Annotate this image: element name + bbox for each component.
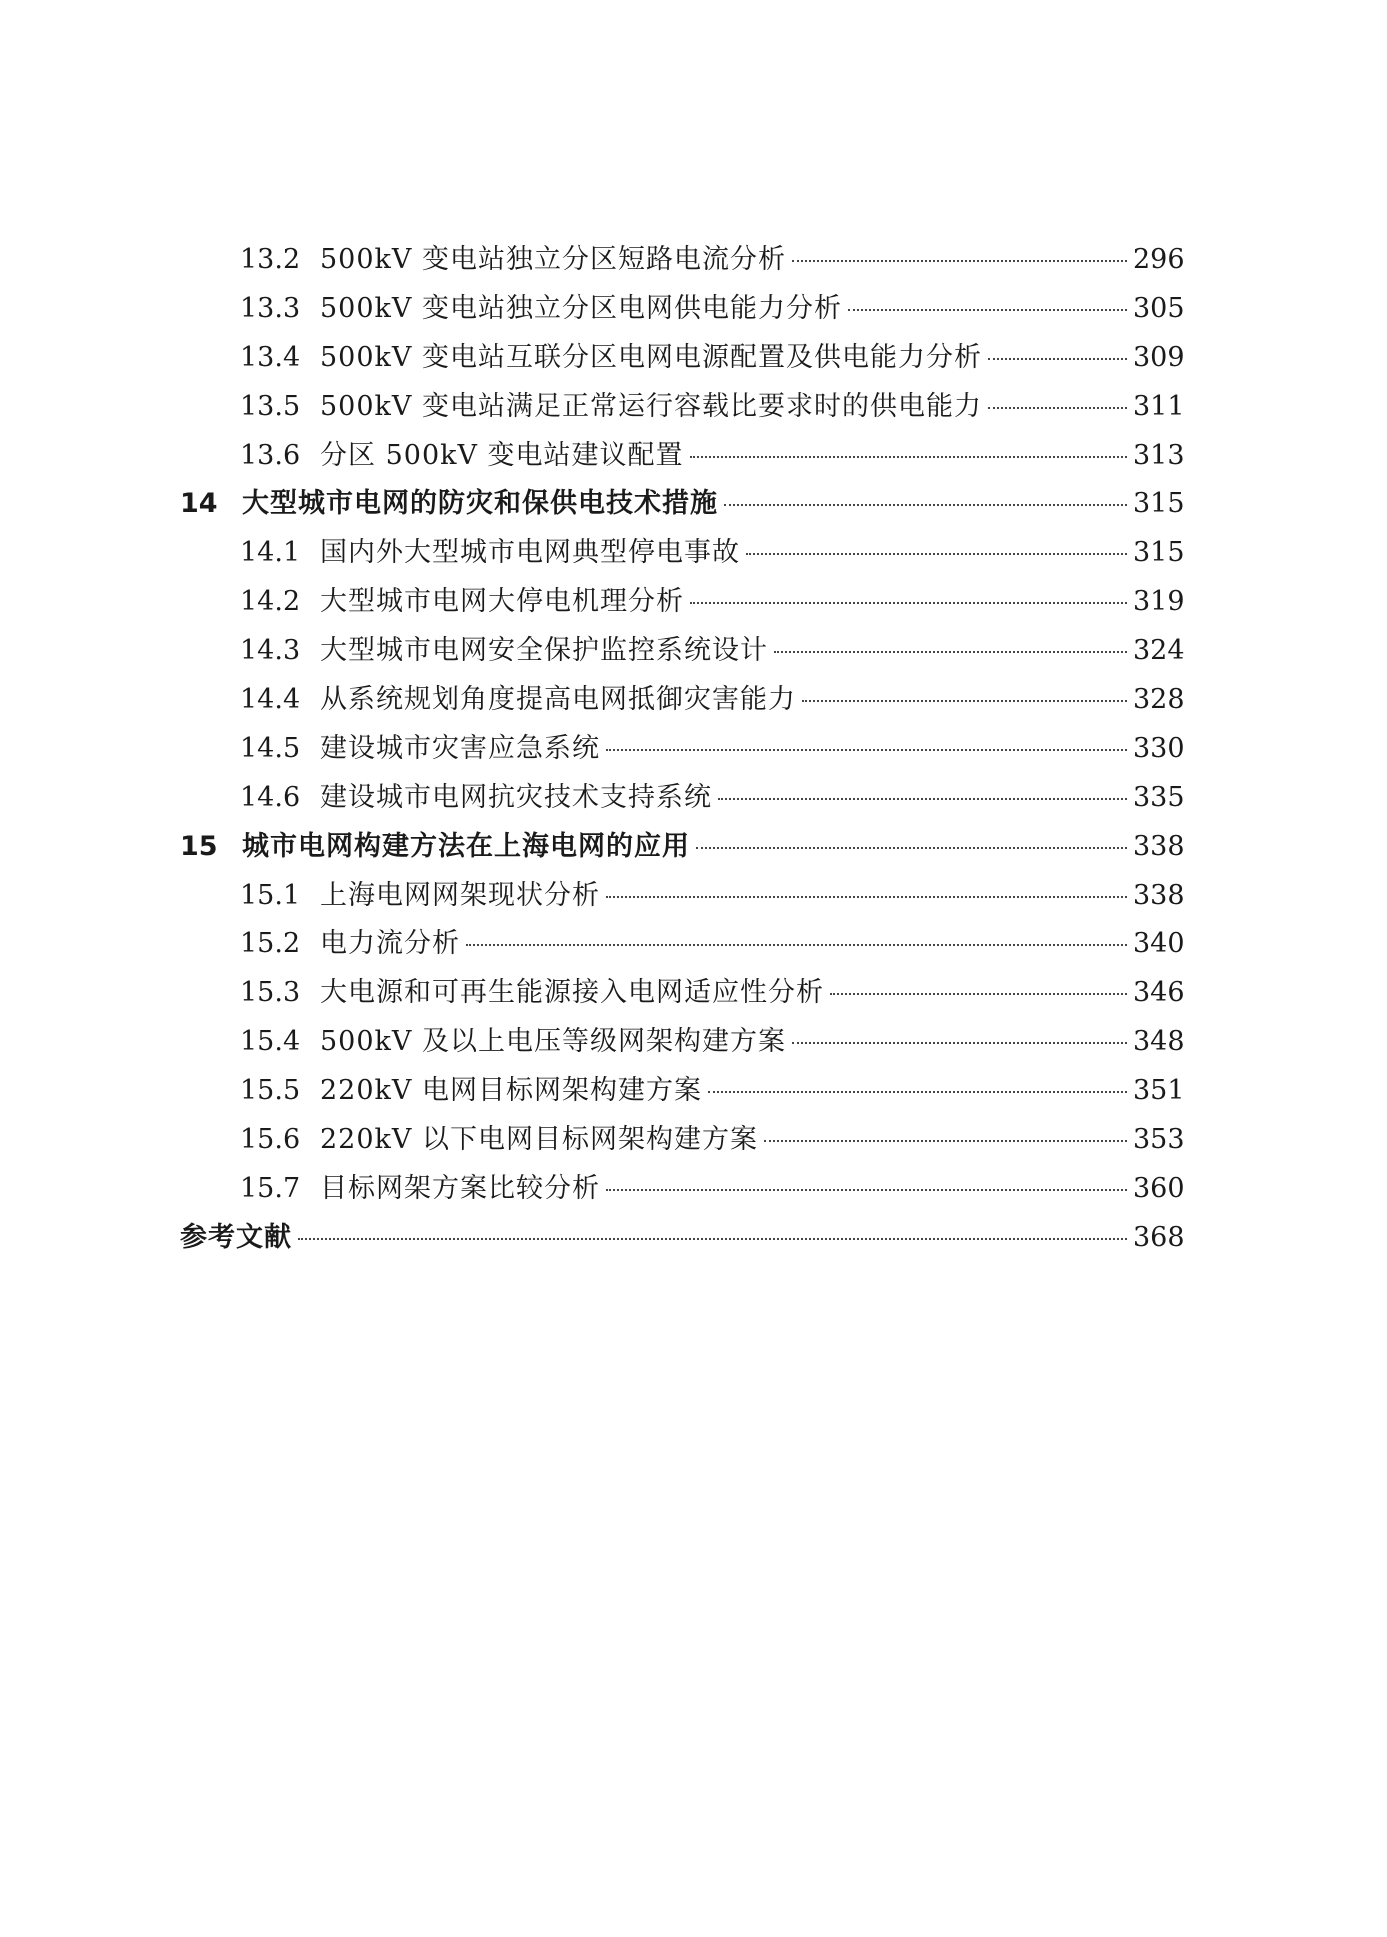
- dot-leader: [746, 552, 1127, 555]
- toc-entry-page-number: 296: [1133, 244, 1185, 275]
- toc-entry-title: 500kV 变电站独立分区短路电流分析: [320, 244, 786, 275]
- dot-leader: [718, 797, 1127, 800]
- toc-entry-number: 15.5: [240, 1075, 301, 1107]
- toc-section-entry: [180, 920, 1185, 969]
- toc-section-entry: [180, 676, 1185, 725]
- toc-section-entry: [180, 236, 1185, 285]
- dot-leader: [696, 846, 1127, 849]
- dot-leader: [830, 992, 1127, 995]
- toc-entry-number: 14: [180, 488, 218, 520]
- toc-entry-title: 分区 500kV 变电站建议配置: [320, 439, 684, 471]
- dot-leader: [298, 1237, 1127, 1240]
- toc-entry-page-number: 305: [1133, 292, 1185, 324]
- dot-leader: [466, 943, 1127, 946]
- toc-entry-page-number: 348: [1133, 1026, 1185, 1058]
- toc-entry-title: 电力流分析: [320, 928, 460, 960]
- toc-entry-number: 13.2: [240, 244, 301, 275]
- toc-entry-number: 14.2: [240, 586, 301, 618]
- toc-entry-number: 15.4: [240, 1026, 301, 1058]
- dot-leader: [724, 503, 1127, 506]
- dot-leader: [606, 748, 1127, 751]
- toc-entry-title: 大型城市电网安全保护监控系统设计: [320, 635, 768, 667]
- toc-entry-number: 14.4: [240, 684, 301, 716]
- table-of-contents: [180, 236, 1185, 1263]
- toc-entry-page-number: 315: [1133, 488, 1185, 520]
- toc-chapter-entry: [180, 480, 1185, 529]
- toc-entry-page-number: 368: [1133, 1221, 1185, 1253]
- toc-entry-title: 220kV 以下电网目标网架构建方案: [320, 1124, 758, 1156]
- toc-entry-title: 500kV 变电站互联分区电网电源配置及供电能力分析: [320, 341, 982, 373]
- toc-section-entry: [180, 285, 1185, 334]
- toc-entry-title: 从系统规划角度提高电网抵御灾害能力: [320, 684, 796, 716]
- dot-leader: [988, 406, 1127, 409]
- toc-entry-page-number: 313: [1133, 439, 1185, 471]
- dot-leader: [606, 895, 1127, 898]
- toc-entry-number: 14.3: [240, 635, 301, 667]
- toc-section-entry: [180, 627, 1185, 676]
- toc-entry-title: 500kV 变电站独立分区电网供电能力分析: [320, 292, 842, 324]
- toc-section-entry: [180, 1116, 1185, 1165]
- toc-entry-number: 15.7: [240, 1172, 301, 1204]
- toc-chapter-entry: [180, 823, 1185, 872]
- toc-entry-title: 城市电网构建方法在上海电网的应用: [242, 830, 690, 862]
- toc-entry-page-number: 315: [1133, 537, 1185, 569]
- toc-entry-page-number: 360: [1133, 1172, 1185, 1204]
- toc-entry-number: 15.6: [240, 1124, 301, 1156]
- toc-entry-page-number: 309: [1133, 341, 1185, 373]
- toc-entry-title: 目标网架方案比较分析: [320, 1172, 600, 1204]
- toc-entry-page-number: 328: [1133, 684, 1185, 716]
- toc-section-entry: [180, 725, 1185, 774]
- dot-leader: [848, 308, 1127, 311]
- toc-entry-title: 大型城市电网大停电机理分析: [320, 586, 684, 618]
- toc-entry-number: 15.1: [240, 879, 301, 911]
- toc-entry-number: 15: [180, 830, 218, 862]
- toc-section-entry: [180, 1165, 1185, 1214]
- toc-entry-page-number: 324: [1133, 635, 1185, 667]
- toc-entry-page-number: 335: [1133, 781, 1185, 813]
- toc-section-entry: [180, 529, 1185, 578]
- toc-entry-number: 13.6: [240, 439, 301, 471]
- toc-entry-title: 建设城市电网抗灾技术支持系统: [320, 781, 712, 813]
- toc-section-entry: [180, 334, 1185, 383]
- toc-entry-number: 15.3: [240, 977, 301, 1009]
- toc-section-entry: [180, 578, 1185, 627]
- toc-entry-title: 500kV 及以上电压等级网架构建方案: [320, 1026, 786, 1058]
- toc-entry-number: 14.1: [240, 537, 301, 569]
- toc-entry-title: 参考文献: [180, 1221, 292, 1253]
- toc-entry-number: 13.3: [240, 292, 301, 324]
- toc-section-entry: [180, 774, 1185, 823]
- toc-entry-number: 13.5: [240, 390, 301, 422]
- toc-entry-title: 220kV 电网目标网架构建方案: [320, 1075, 702, 1107]
- toc-section-entry: [180, 432, 1185, 481]
- toc-entry-title: 500kV 变电站满足正常运行容载比要求时的供电能力: [320, 390, 982, 422]
- dot-leader: [606, 1188, 1127, 1191]
- toc-entry-number: 15.2: [240, 928, 301, 960]
- toc-entry-number: 13.4: [240, 341, 301, 373]
- toc-entry-number: 14.6: [240, 781, 301, 813]
- toc-section-entry: [180, 1067, 1185, 1116]
- toc-entry-page-number: 351: [1133, 1075, 1185, 1107]
- toc-section-entry: [180, 1018, 1185, 1067]
- toc-entry-page-number: 338: [1133, 879, 1185, 911]
- dot-leader: [690, 455, 1127, 458]
- toc-entry-page-number: 319: [1133, 586, 1185, 618]
- toc-section-entry: [180, 969, 1185, 1018]
- toc-entry-page-number: 338: [1133, 830, 1185, 862]
- dot-leader: [792, 1041, 1127, 1044]
- toc-entry-number: 14.5: [240, 732, 301, 764]
- dot-leader: [764, 1139, 1127, 1142]
- toc-section-entry: [180, 383, 1185, 432]
- dot-leader: [708, 1090, 1127, 1093]
- toc-entry-title: 大型城市电网的防灾和保供电技术措施: [242, 488, 718, 520]
- toc-entry-title: 大电源和可再生能源接入电网适应性分析: [320, 977, 824, 1009]
- toc-entry-page-number: 353: [1133, 1124, 1185, 1156]
- dot-leader: [690, 601, 1127, 604]
- dot-leader: [774, 650, 1127, 653]
- toc-entry-title: 国内外大型城市电网典型停电事故: [320, 537, 740, 569]
- toc-entry-page-number: 340: [1133, 928, 1185, 960]
- dot-leader: [988, 357, 1127, 360]
- toc-section-entry: [180, 872, 1185, 921]
- toc-entry-title: 建设城市灾害应急系统: [320, 732, 600, 764]
- toc-chapter-entry: [180, 1214, 1185, 1263]
- toc-entry-page-number: 346: [1133, 977, 1185, 1009]
- toc-entry-title: 上海电网网架现状分析: [320, 879, 600, 911]
- dot-leader: [802, 699, 1127, 702]
- dot-leader: [792, 259, 1127, 262]
- toc-entry-page-number: 330: [1133, 732, 1185, 764]
- toc-entry-page-number: 311: [1133, 390, 1185, 422]
